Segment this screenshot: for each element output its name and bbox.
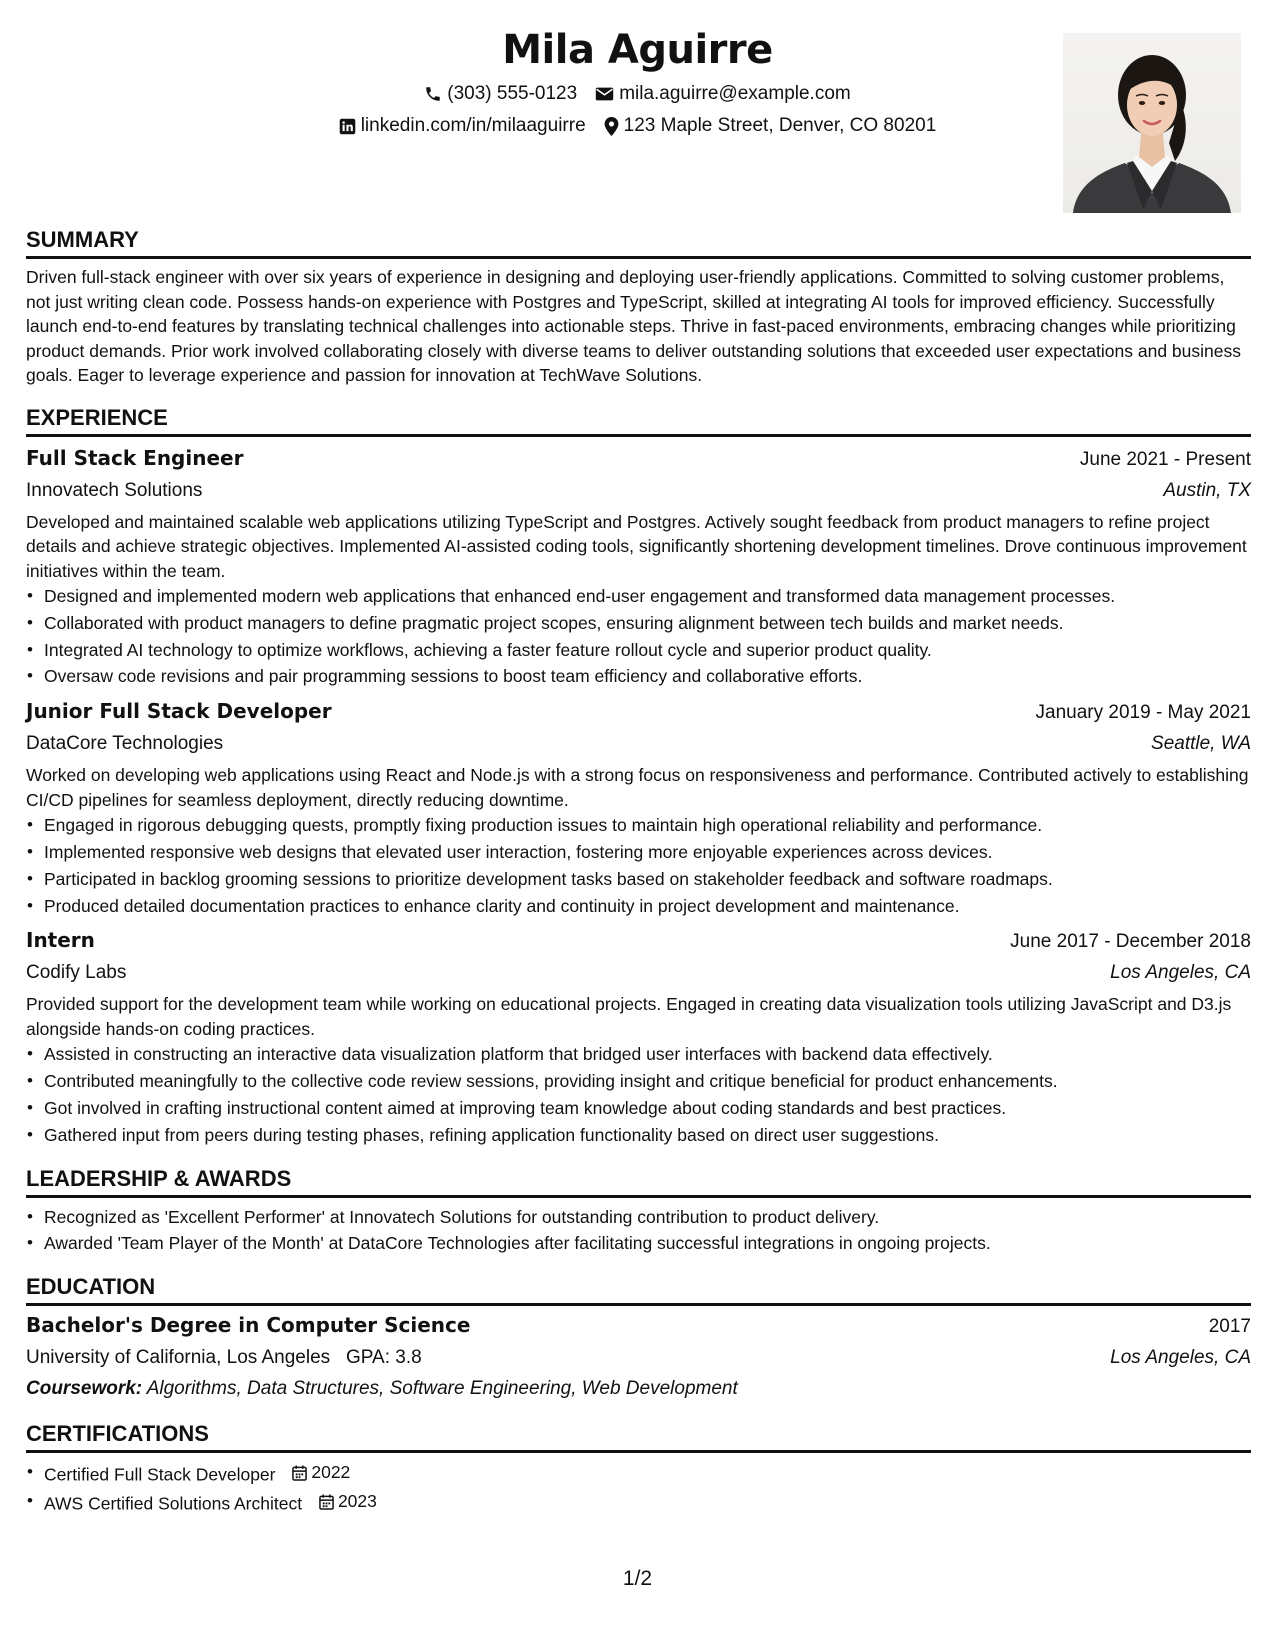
section-title-leadership: LEADERSHIP & AWARDS <box>26 1163 1251 1198</box>
cert-date <box>319 1488 377 1515</box>
school-name: University of California, Los Angeles <box>26 1347 331 1369</box>
email-contact[interactable] <box>595 78 851 110</box>
linkedin-icon <box>339 118 356 135</box>
leadership-list <box>26 1204 1251 1258</box>
list-item <box>44 1459 1251 1488</box>
section-title-experience: EXPERIENCE <box>26 402 1251 437</box>
job-title: Junior Full Stack Developer <box>26 699 332 724</box>
job-entry <box>26 443 1251 691</box>
email-text: mila.aguirre@example.com <box>619 83 851 104</box>
job-bullets <box>26 1041 1251 1148</box>
school-location: Los Angeles, CA <box>1110 1347 1251 1369</box>
cert-name: AWS Certified Solutions Architect <box>44 1493 303 1514</box>
list-item: • Got involved in crafting instructional content aimed at improving team knowledge about coding standards and best practices. <box>44 1095 1251 1122</box>
job-company: DataCore Technologies <box>26 733 224 755</box>
list-item: • Assisted in constructing an interactive data visualization platform that bridged user interfaces with backend data effectively. <box>44 1041 1251 1068</box>
job-dates: June 2021 - Present <box>1079 448 1251 470</box>
phone-text: (303) 555-0123 <box>447 83 578 104</box>
page-number: 1/2 <box>622 1567 653 1590</box>
calendar-icon <box>319 1494 334 1510</box>
cert-year: 2022 <box>311 1462 351 1483</box>
job-title: Full Stack Engineer <box>26 445 244 470</box>
degree-title: Bachelor's Degree in Computer Science <box>26 1313 471 1338</box>
job-dates: June 2017 - December 2018 <box>1010 931 1251 953</box>
linkedin-contact[interactable] <box>339 110 586 142</box>
job-description: Worked on developing web applications using React and Node.js with a strong focus on responsiveness and performance. Contributed actively to establishing CI/CD pipelines for seamless deployment, directly reducing downtime. <box>26 765 1249 810</box>
phone-icon <box>424 85 442 103</box>
job-location: Austin, TX <box>1163 479 1251 501</box>
cert-name: Certified Full Stack Developer <box>44 1464 276 1485</box>
experience-section <box>26 402 1251 1149</box>
education-section <box>26 1271 1251 1404</box>
candidate-name: Mila Aguirre <box>502 27 773 73</box>
summary-text: Driven full-stack engineer with over six years of experience in designing and deploying user-friendly applications. Committed to solving customer problems, not just writing clean code. Possess hands-on experience with Postgres and TypeScript, skilled at integrating AI tools for improved efficiency. Successfully launch end-to-end features by translating technical challenges into actionable steps. Thrive in fast-paced environments, embracing changes while prioritizing product demands. Prior work involved collaborating closely with diverse teams to deliver outstanding solutions that exceeded user expectations and business goals. Eager to leverage experience and passion for innovation at TechWave Solutions. <box>26 267 1241 385</box>
linkedin-text: linkedin.com/in/milaaguirre <box>360 115 586 136</box>
list-item: • Contributed meaningfully to the collective code review sessions, providing insight and critique beneficial for product enhancements. <box>44 1068 1251 1095</box>
graduation-year: 2017 <box>1208 1316 1251 1338</box>
summary-section <box>26 224 1251 388</box>
list-item: • Integrated AI technology to optimize workflows, achieving a faster feature rollout cycle and superior product quality. <box>44 637 1251 664</box>
job-bullets <box>26 812 1251 919</box>
section-title-certifications: CERTIFICATIONS <box>26 1418 1251 1453</box>
job-entry <box>26 925 1251 1148</box>
phone-contact[interactable] <box>424 78 577 110</box>
section-title-summary: SUMMARY <box>26 224 1251 259</box>
list-item: • Collaborated with product managers to define pragmatic project scopes, ensuring alignment between tech builds and market needs. <box>44 610 1251 637</box>
list-item: • Oversaw code revisions and pair programming sessions to boost team efficiency and collaborative efforts. <box>44 663 1251 690</box>
job-company: Innovatech Solutions <box>26 479 203 501</box>
school-info <box>26 1342 422 1373</box>
list-item: • Engaged in rigorous debugging quests, promptly fixing production issues to maintain high operational reliability and performance. <box>44 812 1251 839</box>
certifications-list <box>26 1459 1251 1517</box>
job-dates: January 2019 - May 2021 <box>1035 702 1251 724</box>
list-item: • Implemented responsive web designs that elevated user interaction, fostering more enjoyable experiences across devices. <box>44 839 1251 866</box>
list-item: • Participated in backlog grooming sessions to prioritize development tasks based on stakeholder feedback and software roadmaps. <box>44 866 1251 893</box>
location-pin-icon <box>604 117 619 136</box>
job-description: Provided support for the development team while working on educational projects. Engaged in creating data visualization tools utilizing JavaScript and D3.js alongside hands-on coding practices. <box>26 994 1232 1039</box>
job-location: Seattle, WA <box>1151 733 1251 755</box>
job-entry <box>26 696 1251 919</box>
list-item <box>44 1488 1251 1517</box>
job-title: Intern <box>26 928 95 953</box>
gpa: GPA: 3.8 <box>346 1347 422 1369</box>
list-item: • Gathered input from peers during testing phases, refining application functionality based on direct user suggestions. <box>44 1122 1251 1149</box>
resume-content <box>26 224 1251 1532</box>
list-item: • Designed and implemented modern web applications that enhanced end-user engagement and transformed data management processes. <box>44 583 1251 610</box>
job-bullets <box>26 583 1251 690</box>
coursework-list: Algorithms, Data Structures, Software Engineering, Web Development <box>146 1378 738 1400</box>
leadership-section <box>26 1163 1251 1258</box>
cert-year: 2023 <box>337 1491 377 1512</box>
email-icon <box>595 86 614 102</box>
cert-date <box>292 1459 350 1486</box>
profile-photo <box>1063 33 1241 213</box>
list-item: • Recognized as 'Excellent Performer' at Innovatech Solutions for outstanding contribution to product delivery. <box>44 1204 1251 1231</box>
coursework-label: Coursework: <box>26 1378 143 1400</box>
job-company: Codify Labs <box>26 962 127 984</box>
calendar-icon <box>292 1465 307 1481</box>
section-title-education: EDUCATION <box>26 1271 1251 1306</box>
list-item: • Produced detailed documentation practices to enhance clarity and continuity in project development and maintenance. <box>44 893 1251 920</box>
coursework-line <box>26 1373 1251 1404</box>
address-contact <box>604 110 937 142</box>
certifications-section <box>26 1418 1251 1517</box>
job-description: Developed and maintained scalable web applications utilizing TypeScript and Postgres. Actively sought feedback from product managers to refine project details and achieve strategic objectives. Implemented AI-assisted coding tools, significantly shortening development timelines. Drove continuous improvement initiatives within the team. <box>26 511 1247 581</box>
address-text: 123 Maple Street, Denver, CO 80201 <box>623 115 937 136</box>
list-item: • Awarded 'Team Player of the Month' at DataCore Technologies after facilitating successful integrations in ongoing projects. <box>44 1230 1251 1257</box>
job-location: Los Angeles, CA <box>1110 962 1251 984</box>
